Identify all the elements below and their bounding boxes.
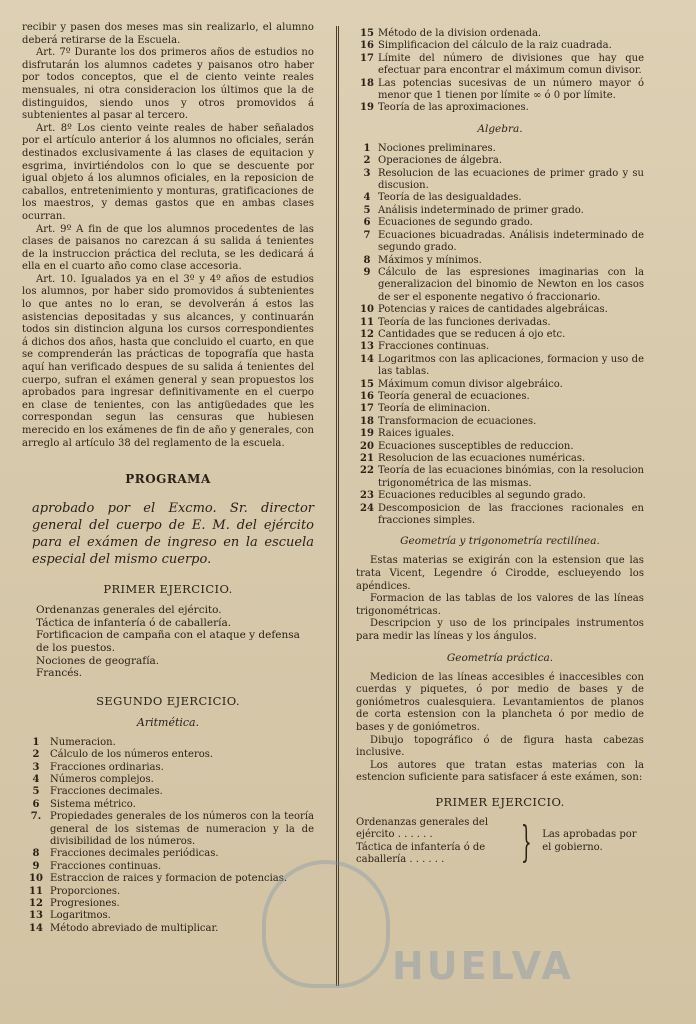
algebra-item <box>356 441 644 453</box>
aritmetica-text: Proporciones. <box>50 885 121 897</box>
aritmetica-number: 7. <box>30 811 42 823</box>
geometria-paragraph: Estas materias se exigirán con la estension que las trata Vicent, Legendre ó Cirodde, esclueyendo los apéndices. <box>356 555 644 592</box>
algebra-text: Ecuaciones bicuadradas. Análisis indeterminado de segundo grado. <box>378 229 644 254</box>
geometria-paragraph: Formacion de las tablas de los valores de las líneas trigonométricas. <box>356 593 644 617</box>
algebra-text: Teoría de eliminacion. <box>378 403 491 415</box>
watermark-text: HUELVA <box>392 944 574 988</box>
algebra-number: 3 <box>363 167 371 179</box>
aritmetica-text: Progresiones. <box>50 898 120 910</box>
aritmetica-text: Números complejos. <box>50 773 154 785</box>
algebra-number: 12 <box>360 328 374 340</box>
algebra-number: 13 <box>360 341 374 353</box>
aritmetica-cont-text: Método de la division ordenada. <box>378 28 542 39</box>
algebra-item <box>356 304 644 316</box>
algebra-text: Análisis indeterminado de primer grado. <box>378 204 584 216</box>
primer-item: Fortificacion de campaña con el ataque y defensa de los puestos. <box>36 629 300 654</box>
algebra-text: Cantidades que se reducen á ojo etc. <box>378 328 566 340</box>
algebra-text: Potencias y raices de cantidades algebráicas. <box>378 304 608 316</box>
aritmetica-number: 5 <box>32 786 40 798</box>
aritmetica-heading: Aritmética. <box>136 715 200 729</box>
aritmetica-text: Propiedades generales de los números con la teoría general de los sistemas de numeracion y la de divisibilidad de los números. <box>50 811 314 847</box>
algebra-number: 16 <box>360 390 374 402</box>
algebra-item <box>356 354 644 379</box>
approval-statement: aprobado por el Excmo. Sr. director general del cuerpo de E. M. del ejército para el exámen de ingreso en la escuela especial del mismo cuerpo. <box>32 501 314 568</box>
aritmetica-text: Estraccion de raices y formacion de potencias. <box>50 873 288 885</box>
aritmetica-number: 2 <box>32 749 40 761</box>
algebra-item <box>356 168 644 193</box>
algebra-item <box>356 428 644 440</box>
approved-note: Las aprobadas por el gobierno. <box>542 829 637 853</box>
aritmetica-number: 14 <box>29 922 43 934</box>
aritmetica-item <box>22 848 314 860</box>
algebra-item <box>356 416 644 428</box>
aritmetica-item <box>22 786 314 798</box>
aritmetica-text: Método abreviado de multiplicar. <box>50 922 219 934</box>
aritmetica-cont-text: Simplificacion del cálculo de la raiz cuadrada. <box>378 40 612 52</box>
algebra-number: 24 <box>360 502 374 514</box>
algebra-item <box>356 379 644 391</box>
aritmetica-item <box>22 749 314 761</box>
algebra-text: Ecuaciones de segundo grado. <box>378 217 533 229</box>
algebra-text: Fracciones continuas. <box>378 341 490 353</box>
aritmetica-item <box>22 737 314 749</box>
algebra-number: 2 <box>363 155 371 167</box>
algebra-text: Teoría general de ecuaciones. <box>378 390 530 402</box>
segundo-ejercicio-heading: SEGUNDO EJERCICIO. <box>96 693 240 708</box>
algebra-text: Máximos y mínimos. <box>378 254 482 266</box>
algebra-item <box>356 453 644 465</box>
primer-item: Táctica de infantería ó de caballería. <box>36 616 232 629</box>
algebra-text: Ecuaciones susceptibles de reduccion. <box>378 440 574 452</box>
aritmetica-item <box>22 774 314 786</box>
aritmetica-cont-number: 15 <box>360 28 374 39</box>
algebra-item <box>356 192 644 204</box>
aritmetica-number: 13 <box>29 910 43 922</box>
algebra-number: 21 <box>360 453 374 464</box>
geometria-heading: Geometría y trigonometría rectilínea. <box>400 535 600 548</box>
primer-item: Ordenanzas generales del ejército. <box>36 604 222 617</box>
column-divider-double <box>338 26 339 986</box>
algebra-number: 18 <box>360 415 374 427</box>
algebra-item <box>356 205 644 217</box>
algebra-number: 7 <box>363 229 371 241</box>
aritmetica-number: 12 <box>29 898 43 910</box>
column-divider <box>336 26 337 986</box>
algebra-number: 15 <box>360 378 374 390</box>
algebra-text: Nociones preliminares. <box>378 142 496 154</box>
aritmetica-text: Fracciones decimales periódicas. <box>50 848 219 860</box>
algebra-heading: Algebra. <box>477 122 523 135</box>
aritmetica-item <box>22 762 314 774</box>
algebra-number: 14 <box>360 353 374 365</box>
left-column <box>22 22 314 935</box>
algebra-text: Resolucion de las ecuaciones de primer grado y su discusion. <box>378 167 644 192</box>
algebra-number: 4 <box>363 192 371 204</box>
aritmetica-cont-item <box>356 40 644 52</box>
article-10: Art. 10. Igualados ya en el 3º y 4º años de estudios los alumnos, por haber sido promovidos á subtenientes lo que antes no lo eran, se devolverán á estos las asistencias depositadas y sus alcances, y continuarán todos sin distincion alguna los cursos correspondientes á dichos dos años, hasta que concluido el cuarto, en que se comprenderán las prácticas de topografía que hasta aquí han verificado despues de su salida á tenientes del cuerpo, sufran el exámen general y sean propuestos los aprobados para ingresar definitivamente en el cuerpo en clase de tenientes, con las antigüedades que les correspondan segun las censuras que hubiesen merecido en los exámenes de fin de año y generales, con arreglo al artículo 38 del reglamento de la escuela. <box>22 273 314 449</box>
algebra-number: 5 <box>363 204 371 216</box>
programa-heading: PROGRAMA <box>125 472 211 487</box>
aritmetica-text: Fracciones continuas. <box>50 860 162 872</box>
algebra-list <box>356 143 644 528</box>
subjects-list <box>356 817 511 867</box>
algebra-number: 11 <box>360 316 374 328</box>
aritmetica-item <box>22 873 314 885</box>
algebra-text: Cálculo de las espresiones imaginarias con la generalizacion del binomio de Newton en los casos de ser el esponente negativo ó fraccionario. <box>378 266 644 303</box>
subject-entry: Ordenanzas generales del ejército . . . . . . <box>356 816 489 841</box>
aritmetica-item <box>22 799 314 811</box>
algebra-item <box>356 503 644 528</box>
aritmetica-cont-item <box>356 28 644 40</box>
algebra-item <box>356 490 644 502</box>
aritmetica-text: Sistema métrico. <box>50 798 136 810</box>
algebra-text: Transformacion de ecuaciones. <box>378 415 537 427</box>
aritmetica-text: Numeracion. <box>50 736 116 748</box>
primer-item: Nociones de geografía. <box>36 654 160 667</box>
primer-item: Francés. <box>36 667 83 680</box>
paragraph-continued: recibir y pasen dos meses mas sin realizarlo, el alumno deberá retirarse de la Escuela. <box>22 22 314 46</box>
primer-ejercicio-heading: PRIMER EJERCICIO. <box>103 582 233 597</box>
algebra-item <box>356 317 644 329</box>
aritmetica-number: 4 <box>32 773 40 785</box>
algebra-text: Descomposicion de las fracciones racionales en fracciones simples. <box>378 502 644 527</box>
aritmetica-cont-item <box>356 102 644 114</box>
aritmetica-number: 3 <box>32 761 40 773</box>
authors-table <box>356 817 644 867</box>
aritmetica-number: 8 <box>32 848 40 860</box>
algebra-text: Operaciones de álgebra. <box>378 155 503 167</box>
aritmetica-cont-number: 19 <box>360 102 374 114</box>
practica-paragraph: Dibujo topográfico ó de figura hasta cabezas inclusive. <box>356 734 644 759</box>
subject-entry: Táctica de infantería ó de caballería . . . . . . <box>356 841 486 866</box>
algebra-text: Logaritmos con las aplicaciones, formacion y uso de las tablas. <box>378 353 644 378</box>
article-9: Art. 9º A fin de que los alumnos procedentes de las clases de paisanos no carezcan á su salida á tenientes de la instruccion práctica del recluta, se les dedicará á ella en el cuarto año como clase accesoria. <box>22 223 314 273</box>
aritmetica-text: Cálculo de los números enteros. <box>50 749 214 761</box>
aritmetica-cont-item <box>356 78 644 103</box>
aritmetica-cont-number: 18 <box>360 77 374 89</box>
algebra-item <box>356 329 644 341</box>
aritmetica-text: Logaritmos. <box>50 910 111 922</box>
aritmetica-cont-text: Límite del número de divisiones que hay que efectuar para encontrar el máximum comun divisor. <box>378 52 644 77</box>
right-column <box>356 28 644 867</box>
aritmetica-number: 6 <box>32 798 40 810</box>
algebra-text: Teoría de las funciones derivadas. <box>378 316 551 328</box>
algebra-number: 19 <box>360 428 374 440</box>
algebra-item <box>356 391 644 403</box>
aritmetica-number: 10 <box>29 873 43 885</box>
article-7: Art. 7º Durante los dos primeros años de estudios no disfrutarán los alumnos cadetes y paisanos otro haber por todos conceptos, que el de ciento veinte reales mensuales, ni otra consideracion los últimos que la de distinguidos, siendo unos y otros promovidos á subtenientes al pasar al tercero. <box>22 47 314 122</box>
aritmetica-cont-number: 16 <box>360 40 374 52</box>
algebra-number: 22 <box>360 465 374 477</box>
algebra-item <box>356 230 644 255</box>
algebra-text: Teoría de las ecuaciones binómias, con la resolucion trigonométrica de las mismas. <box>378 465 644 489</box>
algebra-number: 9 <box>363 266 371 278</box>
algebra-number: 6 <box>363 217 371 229</box>
aritmetica-item <box>22 861 314 873</box>
algebra-number: 20 <box>360 440 374 452</box>
algebra-item <box>356 255 644 267</box>
algebra-text: Ecuaciones reducibles al segundo grado. <box>378 490 586 502</box>
algebra-item <box>356 267 644 304</box>
geometria-paragraph: Descripcion y uso de los principales instrumentos para medir las líneas y los ángulos. <box>356 618 644 642</box>
aritmetica-text: Fracciones decimales. <box>50 786 163 798</box>
aritmetica-text: Fracciones ordinarias. <box>50 761 164 773</box>
aritmetica-number: 1 <box>32 736 40 748</box>
brace-icon: } <box>521 816 533 866</box>
aritmetica-item <box>22 811 314 848</box>
practica-paragraph: Medicion de las líneas accesibles é inaccesibles con cuerdas y piquetes, ó por medio de bases y de goniómetros cualesquiera. Levantamientos de planos de corta estension con la plancheta ó por medio de bases y de goniómetros. <box>356 671 644 733</box>
algebra-number: 17 <box>360 403 374 415</box>
aritmetica-continued-list <box>356 28 644 115</box>
algebra-number: 10 <box>360 304 374 316</box>
aritmetica-cont-text: Teoría de las aproximaciones. <box>378 102 529 114</box>
algebra-text: Teoría de las desigualdades. <box>378 192 522 204</box>
algebra-item <box>356 403 644 415</box>
practica-paragraph: Los autores que tratan estas materias con la estencion suficiente para satisfacer á este exámen, son: <box>356 759 644 784</box>
algebra-item <box>356 143 644 155</box>
algebra-text: Raices iguales. <box>378 428 455 440</box>
algebra-text: Máximum comun divisor algebráico. <box>378 378 563 390</box>
aritmetica-cont-number: 17 <box>360 52 374 64</box>
algebra-number: 8 <box>363 254 371 266</box>
algebra-text: Resolucion de las ecuaciones numéricas. <box>378 453 586 464</box>
algebra-number: 23 <box>360 490 374 502</box>
algebra-item <box>356 217 644 229</box>
geometria-practica-heading: Geometría práctica. <box>446 651 554 664</box>
article-8: Art. 8º Los ciento veinte reales de haber señalados por el artículo anterior á los alumnos no oficiales, serán destinados exclusivamente á las clases de equitacion y esgrima, invirtiéndolos con lo que se descuente por igual objeto á los alumnos oficiales, en la reposicion de caballos, entretenimiento y monturas, gratificaciones de los maestros, y demas gastos que en ambas clases ocurran. <box>22 122 314 222</box>
algebra-item <box>356 341 644 353</box>
right-primer-ejercicio-heading: PRIMER EJERCICIO. <box>435 794 565 809</box>
algebra-item <box>356 465 644 490</box>
aritmetica-number: 11 <box>29 885 43 897</box>
algebra-number: 1 <box>363 142 371 154</box>
aritmetica-number: 9 <box>32 860 40 872</box>
aritmetica-cont-item <box>356 53 644 78</box>
algebra-item <box>356 155 644 167</box>
library-stamp-icon <box>262 860 390 988</box>
aritmetica-cont-text: Las potencias sucesivas de un número mayor ó menor que 1 tienen por límite ∞ ó 0 por límite. <box>378 77 644 102</box>
